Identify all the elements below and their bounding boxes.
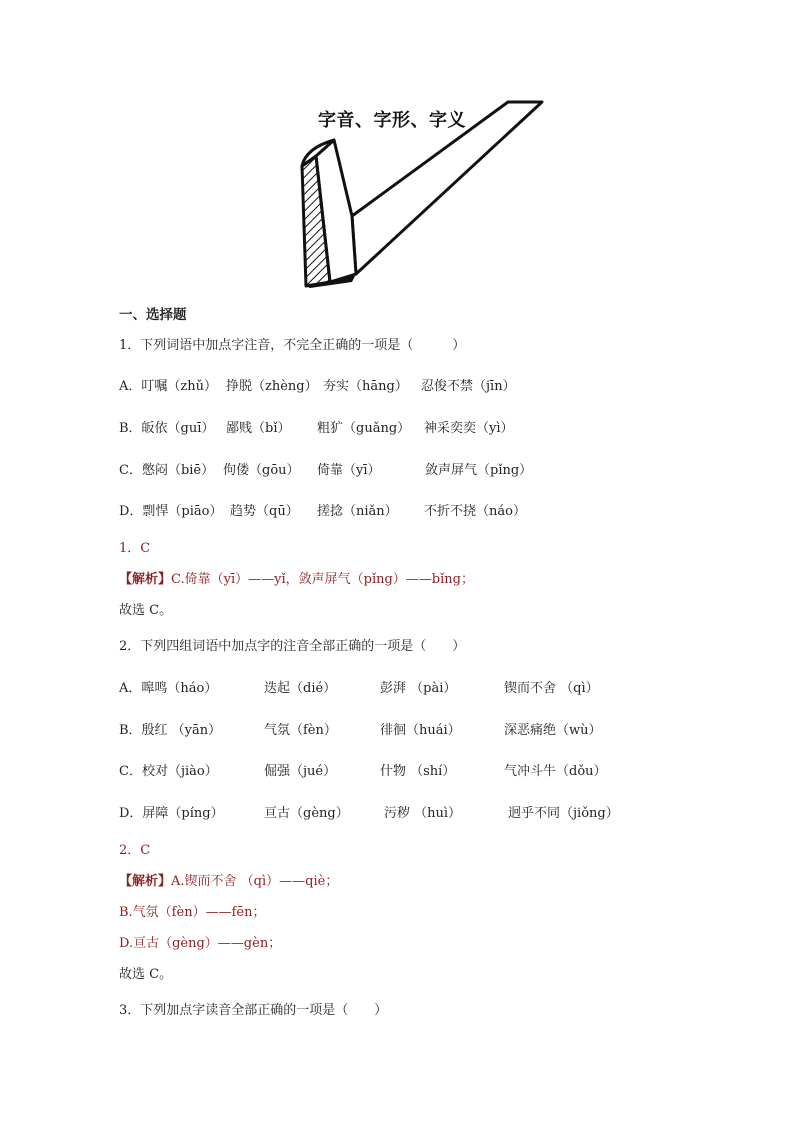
question-2-analysis-a: 【解析】A.锲而不舍 （qì）——qiè；	[119, 874, 339, 889]
document-page: 字音、字形、字义 一、选择题 1．下列词语中加点字注音，不完全正确的一项是（ ） A．叮嘱（zhǔ） 挣脱（zhèng） 夯实（hāng） 忍俊不禁（jīn） B．皈依（guī） 鄙贱（bǐ） 粗犷（guǎng） 神采奕奕（yì） C．憋闷（biē） 佝偻（gōu） 倚靠（yī） 敛声屏气（pǐng） D．剽悍（piāo） 趋势（qū） 搓捻（niǎn） 不折不挠（náo） 1．C 【解析】C.倚靠（yī）——yǐ，敛声屏气（pǐng）——bǐng； 故选 C。 2．下列四组词语中加点字的注音全部正确的一项是（ ） A．嗥鸣（háo） 迭起（dié） 彭湃 （pài） 锲而不舍 （qì） B．殷红 （yān） 气氛（fèn） 徘徊（huái） 深恶痛绝（wù） C．校对（jiào） 倔强（jué） 什物 （shí） 气冲斗牛（dǒu） D．屏障（píng） 亘古（gèng） 污秽 （huì） 迥乎不同（jiǒng） 2．C 【解析】A.锲而不舍 （qì）——qiè； B.气氛（fèn）——fēn； D.亘古（gèng）——gèn； 故选 C。 3．下列加点字读音全部正确的一项是（ ）	[0, 0, 794, 1123]
question-2-answer: 2．C	[119, 843, 151, 858]
question-1-stem: 1．下列词语中加点字注音，不完全正确的一项是（ ）	[119, 338, 466, 353]
section-heading: 一、选择题	[119, 307, 187, 323]
question-1-answer: 1．C	[119, 541, 151, 556]
page-title: 字音、字形、字义	[318, 110, 466, 131]
question-2-stem: 2．下列四组词语中加点字的注音全部正确的一项是（ ）	[119, 639, 466, 654]
question-1-analysis: 【解析】C.倚靠（yī）——yǐ，敛声屏气（pǐng）——bǐng；	[119, 572, 474, 587]
question-2-conclusion: 故选 C。	[119, 967, 173, 982]
question-2-analysis-d: D.亘古（gèng）——gèn；	[119, 936, 282, 951]
question-3-stem: 3．下列加点字读音全部正确的一项是（ ）	[119, 1003, 388, 1018]
question-1-conclusion: 故选 C。	[119, 603, 173, 618]
question-2-analysis-b: B.气氛（fèn）——fēn；	[119, 905, 266, 920]
